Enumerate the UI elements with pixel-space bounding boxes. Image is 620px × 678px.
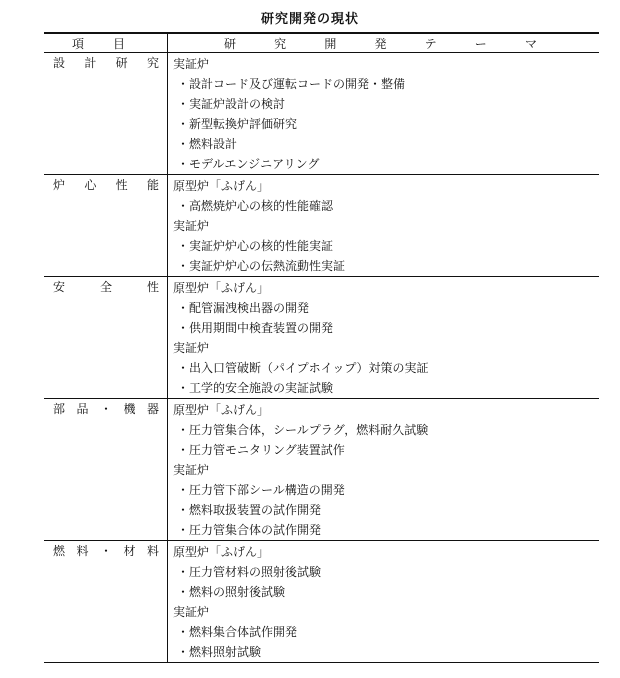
- row-item-char: 料: [76, 544, 89, 558]
- header-theme-char: ー: [474, 36, 487, 51]
- theme-item: ・新型転換炉評価研究: [177, 117, 298, 131]
- row-item-cell: [44, 175, 168, 277]
- header-item-char: 項: [72, 36, 85, 51]
- row-themes-cell: [168, 53, 600, 175]
- row-item-char: 部: [53, 402, 66, 416]
- row-item-char: 究: [146, 56, 159, 70]
- table-row: [44, 541, 599, 663]
- theme-item: ・圧力管集合体，シールプラグ，燃料耐久試験: [177, 423, 429, 437]
- research-status-table: [44, 32, 599, 663]
- reactor-heading: 原型炉「ふげん」: [173, 281, 270, 295]
- header-row: [44, 33, 599, 53]
- reactor-heading: 原型炉「ふげん」: [173, 545, 270, 559]
- theme-item: ・実証炉炉心の核的性能実証: [177, 239, 334, 253]
- reactor-heading: 実証炉: [173, 57, 210, 71]
- theme-item: ・燃料取扱装置の試作開発: [177, 503, 322, 517]
- row-item-char: 能: [146, 178, 159, 192]
- theme-item: ・燃料設計: [177, 137, 238, 151]
- theme-item: ・配管漏洩検出器の開発: [177, 301, 310, 315]
- row-item-cell: [44, 53, 168, 175]
- table-row: [44, 53, 599, 175]
- row-item-char: 燃: [53, 544, 66, 558]
- theme-item: ・燃料照射試験: [177, 645, 262, 659]
- row-item-char: ・: [99, 402, 112, 416]
- header-theme-char: マ: [524, 36, 537, 51]
- row-item-char: 器: [146, 402, 159, 416]
- row-themes-cell: [168, 541, 600, 663]
- row-item-char: ・: [99, 544, 112, 558]
- theme-item: ・モデルエンジニアリング: [177, 157, 320, 171]
- theme-item: ・圧力管集合体の試作開発: [177, 523, 322, 537]
- row-item-cell: [44, 277, 168, 399]
- row-item-char: 料: [146, 544, 159, 558]
- reactor-heading: 原型炉「ふげん」: [173, 403, 270, 417]
- table-row: [44, 175, 599, 277]
- theme-item: ・供用期間中検査装置の開発: [177, 321, 334, 335]
- row-item-char: 計: [84, 56, 97, 70]
- theme-item: ・燃料集合体試作開発: [177, 625, 298, 639]
- row-item-char: 性: [115, 178, 128, 192]
- row-themes-cell: [168, 277, 600, 399]
- header-theme-char: テ: [424, 36, 437, 51]
- row-item-char: 品: [76, 402, 89, 416]
- reactor-heading: 実証炉: [173, 463, 210, 477]
- theme-item: ・圧力管モニタリング装置試作: [177, 443, 345, 457]
- table-row: [44, 277, 599, 399]
- table-title: 研究開発の現状: [260, 12, 359, 27]
- row-item-char: 炉: [53, 178, 66, 192]
- row-item-cell: [44, 541, 168, 663]
- header-item-char: 目: [112, 36, 125, 51]
- header-item: [44, 33, 168, 53]
- reactor-heading: 実証炉: [173, 219, 210, 233]
- row-item-char: 安: [53, 280, 66, 294]
- table-row: [44, 399, 599, 541]
- theme-item: ・圧力管下部シール構造の開発: [177, 483, 345, 497]
- theme-item: ・実証炉炉心の伝熱流動性実証: [177, 259, 346, 273]
- reactor-heading: 実証炉: [173, 605, 210, 619]
- row-item-char: 機: [123, 402, 136, 416]
- header-theme-char: 研: [224, 36, 237, 51]
- theme-item: ・燃料の照射後試験: [177, 585, 286, 599]
- theme-item: ・工学的安全施設の実証試験: [177, 381, 334, 395]
- row-themes-cell: [168, 175, 600, 277]
- header-theme-char: 発: [374, 36, 387, 51]
- row-item-char: 材: [123, 544, 136, 558]
- row-item-char: 性: [146, 280, 159, 294]
- theme-item: ・圧力管材料の照射後試験: [177, 565, 322, 579]
- row-item-char: 研: [115, 56, 128, 70]
- theme-item: ・高燃焼炉心の核的性能確認: [177, 199, 334, 213]
- header-theme: [168, 33, 600, 53]
- row-themes-cell: [168, 399, 600, 541]
- header-theme-char: 究: [274, 36, 287, 51]
- row-item-char: 設: [53, 56, 66, 70]
- row-item-char: 心: [84, 178, 97, 192]
- header-theme-char: 開: [324, 36, 337, 51]
- row-item-char: 全: [99, 280, 112, 294]
- reactor-heading: 原型炉「ふげん」: [173, 179, 270, 193]
- reactor-heading: 実証炉: [173, 341, 210, 355]
- theme-item: ・設計コード及び運転コードの開発・整備: [177, 77, 406, 91]
- theme-item: ・実証炉設計の検討: [177, 97, 286, 111]
- theme-item: ・出入口管破断（パイプホイップ）対策の実証: [177, 361, 429, 375]
- row-item-cell: [44, 399, 168, 541]
